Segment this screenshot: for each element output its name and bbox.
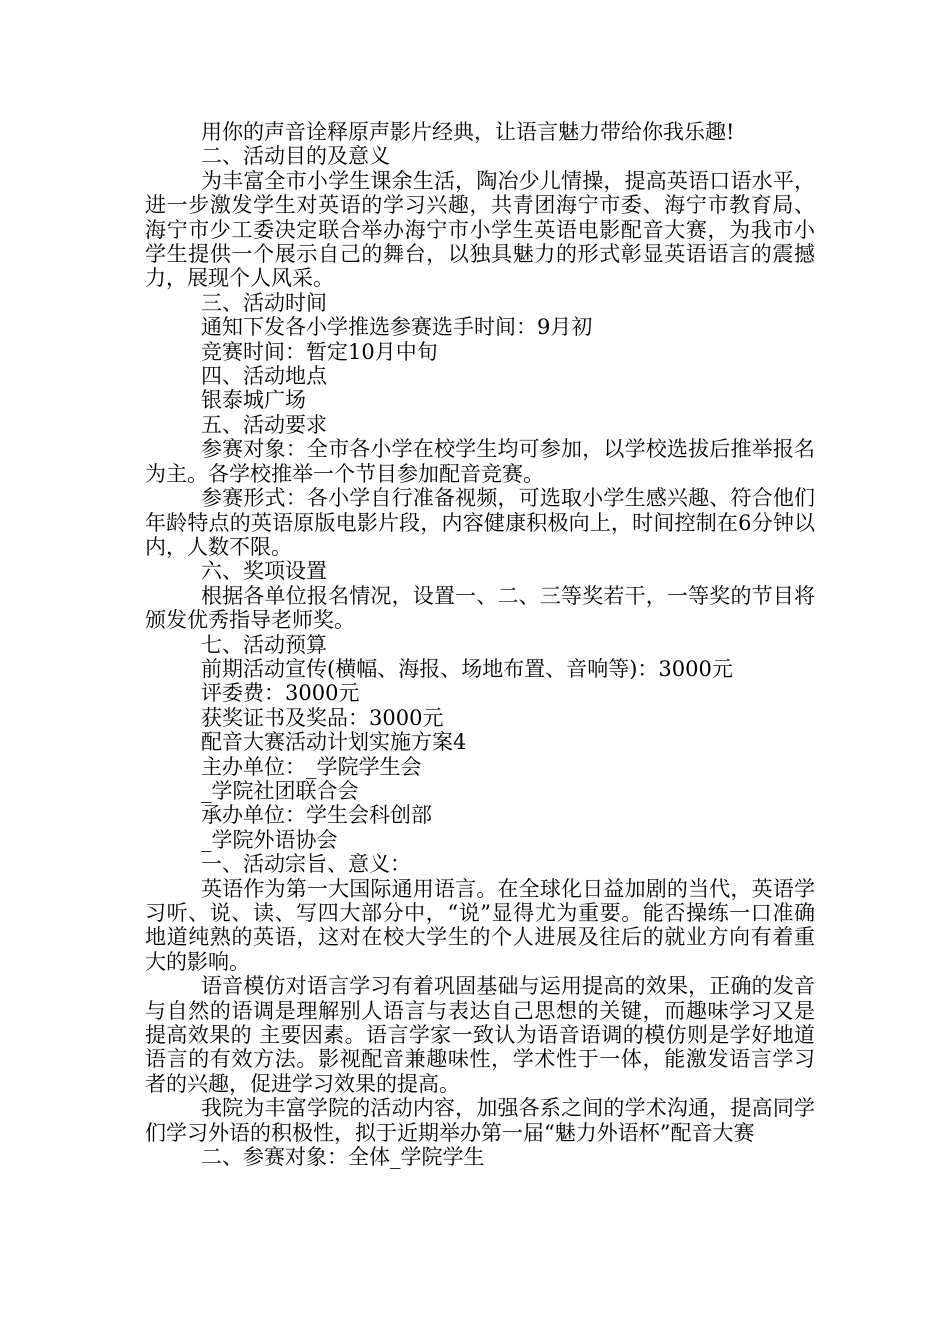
section-heading: 五、活动要求 xyxy=(201,412,327,437)
paragraph: 用你的声音诠释原声影片经典，让语言魅力带给你我乐趣! xyxy=(201,120,735,144)
document-body xyxy=(145,120,815,1169)
section-heading: 六、奖项设置 xyxy=(201,559,327,584)
paragraph: 前期活动宣传(横幅、海报、场地布置、音响等)：3000元 xyxy=(201,656,733,681)
section-heading: 二、活动目的及意义 xyxy=(201,144,390,169)
section-heading: 四、活动地点 xyxy=(201,364,327,389)
paragraph: 为丰富全市小学生课余生活，陶冶少儿情操，提高英语口语水平，进一步激发学生对英语的学习兴趣，共青团海宁市委、海宁市教育局、海宁市少工委决定联合举办海宁市小学生英语电影配音大赛，为我市小学生提供一个展示自己的舞台，以独具魅力的形式彰显英语语言的震撼力，展现个人风采。 xyxy=(145,168,815,291)
paragraph: 通知下发各小学推选参赛选手时间：9月初 xyxy=(201,315,593,340)
paragraph: 承办单位：学生会科创部 xyxy=(201,803,432,828)
paragraph: _学院社团联合会 xyxy=(201,778,359,803)
paragraph: 评委费：3000元 xyxy=(201,681,360,706)
paragraph: 我院为丰富学院的活动内容，加强各系之间的学术沟通，提高同学们学习外语的积极性，拟于近期举办第一届“魅力外语杯”配音大赛 xyxy=(145,1096,815,1145)
paragraph: 获奖证书及奖品：3000元 xyxy=(201,705,444,730)
paragraph: 根据各单位报名情况，设置一、二、三等奖若干，一等奖的节目将颁发优秀指导老师奖。 xyxy=(145,583,815,633)
paragraph: 英语作为第一大国际通用语言。在全球化日益加剧的当代，英语学习听、说、读、写四大部分中，“说”显得尤为重要。能否操练一口准确地道纯熟的英语，这对在校大学生的个人进展及往后的就业方向有着重大的影响。 xyxy=(145,876,815,974)
section-heading: 三、活动时间 xyxy=(201,290,327,315)
paragraph: 语音模仿对语言学习有着巩固基础与运用提高的效果，正确的发音与自然的语调是理解别人语言与表达自己思想的关键，而趣味学习又是提高效果的 主要因素。语言学家一致认为语音语调的模仿则是学好地道语言的有效方法。影视配音兼趣味性，学术性于一体，能激发语言学习者的兴趣，促进学习效果的提高。 xyxy=(145,974,815,1096)
paragraph: 竞赛时间：暂定10月中旬 xyxy=(201,339,438,364)
section-heading: 二、参赛对象：全体_学院学生 xyxy=(201,1145,485,1170)
paragraph: 主办单位：_学院学生会 xyxy=(201,754,422,779)
paragraph: 银泰城广场 xyxy=(201,388,306,413)
paragraph: 参赛形式：各小学自行准备视频，可选取小学生感兴趣、符合他们年龄特点的英语原版电影片段，内容健康积极向上，时间控制在6分钟以内，人数不限。 xyxy=(145,486,815,559)
paragraph: _学院外语协会 xyxy=(201,827,338,852)
section-heading: 七、活动预算 xyxy=(201,632,327,657)
document-subtitle: 配音大赛活动计划实施方案4 xyxy=(201,730,467,755)
section-heading: 一、活动宗旨、意义： xyxy=(201,852,411,877)
paragraph: 参赛对象：全市各小学在校学生均可参加，以学校选拔后推举报名为主。各学校推举一个节目参加配音竞赛。 xyxy=(145,437,815,486)
